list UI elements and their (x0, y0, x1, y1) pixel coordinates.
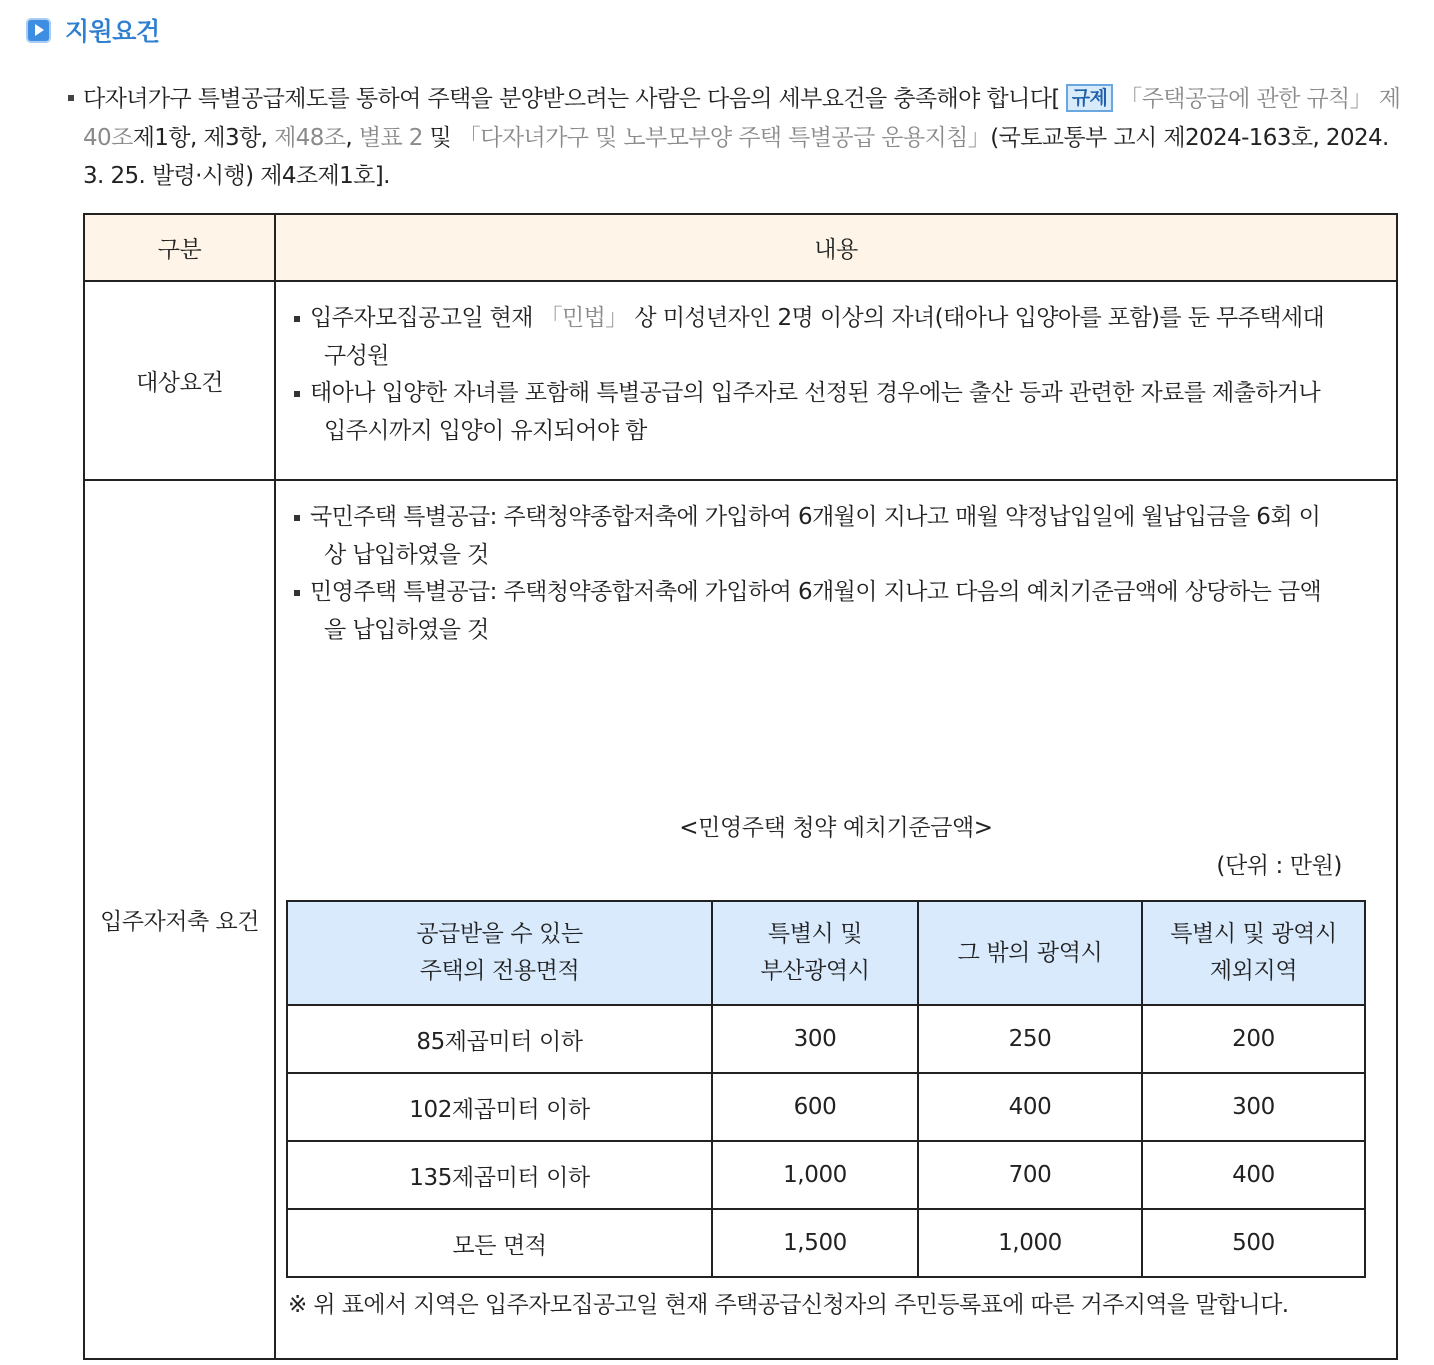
intro-text: 제1항, 제3항, (132, 124, 275, 151)
intro-text: (국토교통부 고시 제2024-163호, 2024. 3. 25. 발령·시행) 제4조제1호]. (83, 124, 1389, 189)
deposit-cell: 700 (918, 1141, 1142, 1209)
deposit-header: 공급받을 수 있는 주택의 전용면적 (287, 901, 712, 1005)
requirements-table (83, 213, 1398, 1360)
section-title: 지원요건 (65, 17, 160, 46)
deposit-cell: 400 (1142, 1141, 1365, 1209)
table-row (84, 480, 1397, 1359)
deposit-cell: 250 (918, 1005, 1142, 1073)
deposit-table-title: <민영주택 청약 예치기준금액> (679, 815, 993, 841)
header-category: 구분 (84, 214, 275, 281)
deposit-cell: 200 (1142, 1005, 1365, 1073)
deposit-cell: 85제곱미터 이하 (287, 1005, 712, 1073)
link-article-48[interactable]: 제48조 (274, 124, 346, 151)
deposit-cell: 400 (918, 1073, 1142, 1141)
section-header (26, 12, 160, 48)
table-row (84, 281, 1397, 480)
deposit-cell: 102제곱미터 이하 (287, 1073, 712, 1141)
list-item: 입주자모집공고일 현재 「민법」 상 미성년자인 2명 이상의 자녀(태아나 입양아를 포함)를 둔 무주택세대 구성원 (292, 300, 1386, 375)
deposit-cell: 모든 면적 (287, 1209, 712, 1277)
play-icon (26, 18, 51, 43)
link-special-supply-guideline[interactable]: 「다자녀가구 및 노부모부양 주택 특별공급 운용지침」 (457, 124, 991, 151)
table-row (287, 1209, 1365, 1277)
list-item: 태아나 입양한 자녀를 포함해 특별공급의 입주자로 선정된 경우에는 출산 등과 관련한 자료를 제출하거나 입주시까지 입양이 유지되어야 함 (292, 375, 1386, 450)
content-cell (275, 480, 1397, 1359)
intro-text: 및 (422, 124, 458, 151)
regulation-badge[interactable]: 규제 (1066, 84, 1114, 112)
intro-text: 다자녀가구 특별공급제도를 통하여 주택을 분양받으려는 사람은 다음의 세부요건을 충족해야 합니다[ (83, 86, 1060, 112)
region-note: ※ 위 표에서 지역은 입주자모집공고일 현재 주택공급신청자의 주민등록표에 따른 거주지역을 말합니다. (288, 1292, 1289, 1318)
table-row (287, 1005, 1365, 1073)
intro-text: , (345, 124, 359, 151)
deposit-cell: 135제곱미터 이하 (287, 1141, 712, 1209)
table-row (287, 1073, 1365, 1141)
bullet-icon (68, 95, 74, 101)
deposit-cell: 1,000 (918, 1209, 1142, 1277)
bullet-icon (294, 316, 300, 322)
deposit-table-unit: (단위 : 만원) (1216, 853, 1342, 879)
deposit-cell: 1,000 (712, 1141, 918, 1209)
list-item: 민영주택 특별공급: 주택청약종합저축에 가입하여 6개월이 지나고 다음의 예치기준금액에 상당하는 금액 을 납입하였을 것 (292, 574, 1386, 649)
deposit-cell: 1,500 (712, 1209, 918, 1277)
table-row (287, 1141, 1365, 1209)
bullet-icon (294, 391, 300, 397)
deposit-cell: 500 (1142, 1209, 1365, 1277)
deposit-header: 특별시 및 부산광역시 (712, 901, 918, 1005)
link-civil-act[interactable]: 「민법」 (539, 305, 628, 331)
header-content: 내용 (275, 214, 1397, 281)
bullet-icon (294, 590, 300, 596)
link-appendix-2[interactable]: 별표 2 (358, 124, 423, 151)
deposit-header: 특별시 및 광역시 제외지역 (1142, 901, 1365, 1005)
list-item: 국민주택 특별공급: 주택청약종합저축에 가입하여 6개월이 지나고 매월 약정납입일에 월납입금을 6회 이 상 납입하였을 것 (292, 499, 1386, 574)
intro-paragraph (68, 80, 1408, 196)
deposit-cell: 300 (712, 1005, 918, 1073)
deposit-cell: 600 (712, 1073, 918, 1141)
category-target-requirement: 대상요건 (84, 281, 275, 480)
deposit-table (286, 900, 1366, 1278)
deposit-header: 그 밖의 광역시 (918, 901, 1142, 1005)
link-housing-supply-rules[interactable]: 「주택공급에 관한 규칙」 제40조 (83, 86, 1401, 151)
content-cell (275, 281, 1397, 480)
deposit-header-row (287, 901, 1365, 1005)
category-savings-requirement: 입주자저축 요건 (84, 480, 275, 1359)
bullet-icon (294, 515, 300, 521)
deposit-cell: 300 (1142, 1073, 1365, 1141)
